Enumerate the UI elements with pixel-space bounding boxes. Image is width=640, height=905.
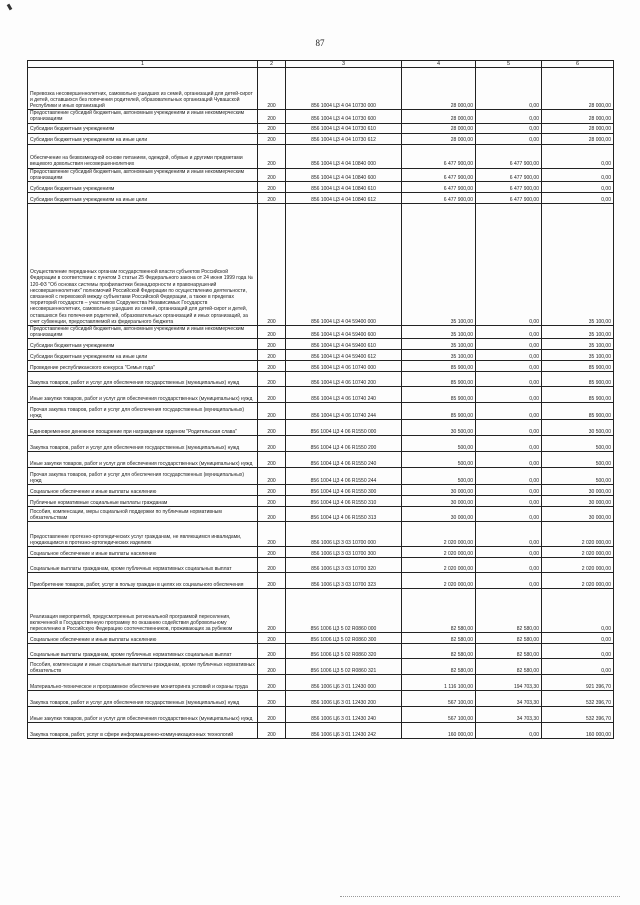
row-value-cell: 0,00 [476, 485, 542, 496]
row-kbk-cell: 856 1004 Ц3 4 04 10730 600 [286, 110, 402, 123]
row-value-cell: 82 580,00 [402, 659, 476, 675]
row-kbk-cell: 856 1004 Ц3 4 04 10840 610 [286, 182, 402, 193]
row-value-cell: 34 703,30 [476, 691, 542, 707]
scan-edge-noise [340, 896, 620, 899]
row-name-cell: Закупка товаров, работ и услуг для обеспечения государственных (муниципальных) нужд [28, 691, 258, 707]
row-name-cell: Субсидии бюджетным учреждениям на иные цели [28, 350, 258, 361]
row-value-cell: 85 900,00 [402, 372, 476, 387]
row-kbk-cell: 856 1004 Ц3 4 04 10730 612 [286, 133, 402, 144]
row-kbk-cell: 856 1004 Ц3 4 06 R1550 200 [286, 436, 402, 452]
row-kbk-cell: 856 1004 Ц3 4 04 59400 610 [286, 339, 402, 350]
row-value-cell: 2 020 000,00 [542, 522, 614, 547]
row-value-cell: 30 000,00 [402, 496, 476, 507]
row-name-cell: Прочая закупка товаров, работ и услуг для обеспечения государственных (муниципальных) нужд [28, 403, 258, 420]
row-value-cell: 85 900,00 [542, 372, 614, 387]
row-value-cell: 82 580,00 [476, 644, 542, 659]
row-name-cell: Социальное обеспечение и иные выплаты населению [28, 547, 258, 558]
row-name-cell: Предоставление субсидий бюджетным, автономным учреждениям и иным некоммерческим организациям [28, 110, 258, 123]
row-value-cell: 0,00 [476, 123, 542, 133]
row-kbk-cell: 856 1004 Ц3 4 04 10730 610 [286, 123, 402, 133]
row-value-cell: 30 000,00 [542, 507, 614, 522]
row-code-cell: 200 [258, 547, 286, 558]
row-value-cell: 0,00 [476, 420, 542, 436]
row-name-cell: Пособия, компенсации и иные социальные выплаты гражданам, кроме публичных нормативных обязательств [28, 659, 258, 675]
row-value-cell: 30 000,00 [402, 507, 476, 522]
row-code-cell: 200 [258, 452, 286, 468]
row-value-cell: 0,00 [476, 558, 542, 573]
row-name-cell: Единовременное денежное поощрение при награждении орденом "Родительская слава" [28, 420, 258, 436]
row-value-cell: 35 100,00 [542, 326, 614, 339]
row-code-cell: 200 [258, 182, 286, 193]
table-row [28, 723, 614, 739]
row-kbk-cell: 856 1004 Ц3 4 06 R1550 000 [286, 420, 402, 436]
row-kbk-cell: 856 1004 Ц3 4 04 10730 000 [286, 68, 402, 110]
row-kbk-cell: 856 1004 Ц3 4 06 R1550 313 [286, 507, 402, 522]
row-name-cell: Иные закупки товаров, работ и услуг для обеспечения государственных (муниципальных) нужд [28, 707, 258, 723]
row-name-cell: Субсидии бюджетным учреждениям [28, 339, 258, 350]
row-value-cell: 35 100,00 [542, 204, 614, 326]
row-code-cell: 200 [258, 659, 286, 675]
row-value-cell: 500,00 [402, 436, 476, 452]
row-value-cell: 567 100,00 [402, 707, 476, 723]
column-header: 5 [476, 61, 542, 68]
row-name-cell: Социальные выплаты гражданам, кроме публичных нормативных социальных выплат [28, 644, 258, 659]
row-code-cell: 200 [258, 589, 286, 633]
row-code-cell: 200 [258, 339, 286, 350]
row-value-cell: 34 703,30 [476, 707, 542, 723]
column-header: 1 [28, 61, 258, 68]
table-row [28, 675, 614, 691]
row-code-cell: 200 [258, 485, 286, 496]
row-value-cell: 532 396,70 [542, 707, 614, 723]
row-value-cell: 0,00 [476, 573, 542, 589]
row-kbk-cell: 856 1006 Ц6 3 01 12430 242 [286, 723, 402, 739]
table-row [28, 350, 614, 361]
row-code-cell: 200 [258, 644, 286, 659]
row-value-cell: 30 000,00 [402, 485, 476, 496]
row-value-cell: 82 580,00 [476, 633, 542, 644]
row-name-cell: Субсидии бюджетным учреждениям на иные цели [28, 133, 258, 144]
row-name-cell: Социальные выплаты гражданам, кроме публичных нормативных социальных выплат [28, 558, 258, 573]
table-row [28, 168, 614, 181]
row-value-cell: 194 703,30 [476, 675, 542, 691]
row-name-cell: Осуществление переданных органам государственной власти субъектов Российской Федерации в соответствии с пунктом 3 статьи 25 Федерального закона от 24 июня 1999 года № 120-ФЗ "Об основах системы профилактики безнадзорности и правонарушений несовершеннолетних" полномочий Российской Федерации по осуществлению деятельности, связанной с перевозкой между субъектами Российской Федерации, а также в пределах территорий государств – участников Содружества Независимых Государств несовершеннолетних, самовольно ушедших из семей, организаций для детей-сирот и детей, оставшихся без попечения родителей, образовательных организаций и иных организаций, за счет субвенции, предоставляемой из федерального бюджета [28, 204, 258, 326]
row-code-cell: 200 [258, 387, 286, 403]
row-kbk-cell: 856 1006 Ц3 5 02 R0860 300 [286, 633, 402, 644]
row-value-cell: 30 000,00 [542, 496, 614, 507]
row-value-cell: 500,00 [402, 468, 476, 485]
row-value-cell: 0,00 [476, 387, 542, 403]
row-value-cell: 0,00 [476, 361, 542, 372]
row-value-cell: 6 477 900,00 [476, 144, 542, 168]
row-kbk-cell: 856 1004 Ц3 4 06 R1550 244 [286, 468, 402, 485]
table-row [28, 420, 614, 436]
row-name-cell: Предоставление протезно-ортопедических услуг гражданам, не являющимся инвалидами, нуждающимся в протезно-ортопедических изделиях [28, 522, 258, 547]
row-value-cell: 0,00 [476, 496, 542, 507]
row-name-cell: Иные закупки товаров, работ и услуг для обеспечения государственных (муниципальных) нужд [28, 452, 258, 468]
row-kbk-cell: 856 1004 Ц3 4 04 10840 612 [286, 193, 402, 204]
row-name-cell: Иные закупки товаров, работ и услуг для обеспечения государственных (муниципальных) нужд [28, 387, 258, 403]
row-value-cell: 35 100,00 [402, 350, 476, 361]
row-value-cell: 6 477 900,00 [402, 182, 476, 193]
row-value-cell: 28 000,00 [542, 133, 614, 144]
table-row [28, 589, 614, 633]
table-row [28, 182, 614, 193]
row-kbk-cell: 856 1006 Ц6 3 01 12430 200 [286, 691, 402, 707]
row-value-cell: 35 100,00 [402, 204, 476, 326]
row-kbk-cell: 856 1004 Ц3 4 06 10740 240 [286, 387, 402, 403]
row-kbk-cell: 856 1004 Ц3 4 04 10840 000 [286, 144, 402, 168]
row-name-cell: Проведение республиканского конкурса "Семья года" [28, 361, 258, 372]
row-value-cell: 0,00 [542, 633, 614, 644]
row-kbk-cell: 856 1004 Ц3 4 06 10740 200 [286, 372, 402, 387]
row-value-cell: 0,00 [542, 589, 614, 633]
row-code-cell: 200 [258, 110, 286, 123]
row-value-cell: 0,00 [476, 350, 542, 361]
table-row [28, 691, 614, 707]
table-row [28, 659, 614, 675]
row-value-cell: 0,00 [542, 644, 614, 659]
row-value-cell: 28 000,00 [402, 110, 476, 123]
row-kbk-cell: 856 1004 Ц3 4 04 59400 612 [286, 350, 402, 361]
row-value-cell: 1 116 100,00 [402, 675, 476, 691]
row-name-cell: Материально-техническое и программное обеспечение мониторинга условий и охраны труда [28, 675, 258, 691]
row-name-cell: Субсидии бюджетным учреждениям [28, 182, 258, 193]
row-value-cell: 85 900,00 [402, 387, 476, 403]
row-value-cell: 0,00 [476, 204, 542, 326]
table-row [28, 707, 614, 723]
row-kbk-cell: 856 1004 Ц3 4 06 R1550 310 [286, 496, 402, 507]
row-name-cell: Субсидии бюджетным учреждениям [28, 123, 258, 133]
row-value-cell: 0,00 [476, 68, 542, 110]
row-value-cell: 0,00 [476, 452, 542, 468]
row-code-cell: 200 [258, 675, 286, 691]
row-code-cell: 200 [258, 723, 286, 739]
table-row [28, 339, 614, 350]
row-name-cell: Предоставление субсидий бюджетным, автономным учреждениям и иным некоммерческим организациям [28, 326, 258, 339]
row-value-cell: 500,00 [542, 468, 614, 485]
row-kbk-cell: 856 1004 Ц3 4 04 10840 600 [286, 168, 402, 181]
row-kbk-cell: 856 1006 Ц3 3 03 10700 300 [286, 547, 402, 558]
table-row [28, 403, 614, 420]
table-header-row [28, 61, 614, 68]
row-value-cell: 28 000,00 [402, 133, 476, 144]
row-value-cell: 0,00 [476, 372, 542, 387]
row-value-cell: 82 580,00 [402, 633, 476, 644]
table-row [28, 633, 614, 644]
row-kbk-cell: 856 1006 Ц3 3 03 10700 323 [286, 573, 402, 589]
row-code-cell: 200 [258, 168, 286, 181]
row-value-cell: 0,00 [476, 326, 542, 339]
row-value-cell: 500,00 [402, 452, 476, 468]
row-code-cell: 200 [258, 633, 286, 644]
row-kbk-cell: 856 1004 Ц3 4 06 R1550 300 [286, 485, 402, 496]
row-value-cell: 0,00 [476, 339, 542, 350]
row-value-cell: 2 020 000,00 [402, 547, 476, 558]
row-code-cell: 200 [258, 496, 286, 507]
row-value-cell: 30 500,00 [402, 420, 476, 436]
row-kbk-cell: 856 1006 Ц3 3 03 10700 320 [286, 558, 402, 573]
row-value-cell: 28 000,00 [402, 123, 476, 133]
row-kbk-cell: 856 1004 Ц3 4 06 10740 000 [286, 361, 402, 372]
row-name-cell: Приобретение товаров, работ, услуг в пользу граждан в целях их социального обеспечения [28, 573, 258, 589]
row-name-cell: Предоставление субсидий бюджетным, автономным учреждениям и иным некоммерческим организациям [28, 168, 258, 181]
row-value-cell: 85 900,00 [542, 361, 614, 372]
row-code-cell: 200 [258, 372, 286, 387]
row-name-cell: Закупка товаров, работ и услуг для обеспечения государственных (муниципальных) нужд [28, 436, 258, 452]
table-row [28, 522, 614, 547]
row-value-cell: 0,00 [476, 110, 542, 123]
row-code-cell: 200 [258, 350, 286, 361]
table-row [28, 436, 614, 452]
row-value-cell: 0,00 [542, 168, 614, 181]
row-code-cell: 200 [258, 204, 286, 326]
row-value-cell: 500,00 [542, 436, 614, 452]
row-code-cell: 200 [258, 144, 286, 168]
table-row [28, 361, 614, 372]
row-value-cell: 0,00 [476, 507, 542, 522]
row-value-cell: 567 100,00 [402, 691, 476, 707]
row-kbk-cell: 856 1006 Ц3 5 02 R0860 000 [286, 589, 402, 633]
row-code-cell: 200 [258, 707, 286, 723]
row-code-cell: 200 [258, 507, 286, 522]
table-row [28, 485, 614, 496]
table-row [28, 468, 614, 485]
row-code-cell: 200 [258, 468, 286, 485]
row-kbk-cell: 856 1006 Ц3 5 02 R0860 320 [286, 644, 402, 659]
row-value-cell: 85 900,00 [542, 387, 614, 403]
row-code-cell: 200 [258, 403, 286, 420]
table-row [28, 123, 614, 133]
row-kbk-cell: 856 1006 Ц3 3 03 10700 000 [286, 522, 402, 547]
table-row [28, 144, 614, 168]
table-row [28, 110, 614, 123]
row-code-cell: 200 [258, 436, 286, 452]
row-value-cell: 82 580,00 [402, 644, 476, 659]
row-value-cell: 0,00 [476, 403, 542, 420]
row-kbk-cell: 856 1006 Ц6 3 01 12430 240 [286, 707, 402, 723]
row-code-cell: 200 [258, 573, 286, 589]
table-row [28, 133, 614, 144]
row-value-cell: 28 000,00 [542, 110, 614, 123]
row-code-cell: 200 [258, 193, 286, 204]
row-kbk-cell: 856 1006 Ц3 5 02 R0860 321 [286, 659, 402, 675]
column-header: 4 [402, 61, 476, 68]
row-name-cell: Прочая закупка товаров, работ и услуг для обеспечения государственных (муниципальных) нужд [28, 468, 258, 485]
row-value-cell: 82 580,00 [402, 589, 476, 633]
row-value-cell: 0,00 [476, 436, 542, 452]
row-value-cell: 0,00 [476, 468, 542, 485]
row-kbk-cell: 856 1004 Ц3 4 06 10740 244 [286, 403, 402, 420]
row-code-cell: 200 [258, 361, 286, 372]
row-value-cell: 28 000,00 [542, 68, 614, 110]
column-header: 3 [286, 61, 402, 68]
table-row [28, 558, 614, 573]
row-value-cell: 2 020 000,00 [542, 547, 614, 558]
budget-table [27, 60, 614, 739]
row-value-cell: 35 100,00 [542, 350, 614, 361]
row-code-cell: 200 [258, 123, 286, 133]
row-value-cell: 82 580,00 [476, 659, 542, 675]
table-row [28, 496, 614, 507]
table-row [28, 193, 614, 204]
row-value-cell: 6 477 900,00 [402, 144, 476, 168]
row-name-cell: Закупка товаров, работ и услуг для обеспечения государственных (муниципальных) нужд [28, 372, 258, 387]
table-row [28, 452, 614, 468]
row-value-cell: 500,00 [542, 452, 614, 468]
row-value-cell: 0,00 [476, 522, 542, 547]
table-row [28, 68, 614, 110]
row-value-cell: 0,00 [542, 182, 614, 193]
row-value-cell: 0,00 [542, 144, 614, 168]
row-code-cell: 200 [258, 420, 286, 436]
row-code-cell: 200 [258, 68, 286, 110]
row-name-cell: Публичные нормативные социальные выплаты гражданам [28, 496, 258, 507]
row-code-cell: 200 [258, 326, 286, 339]
column-header: 2 [258, 61, 286, 68]
scan-mark [7, 4, 13, 11]
row-kbk-cell: 856 1004 Ц3 4 04 59400 600 [286, 326, 402, 339]
row-value-cell: 30 000,00 [542, 485, 614, 496]
row-value-cell: 532 396,70 [542, 691, 614, 707]
row-value-cell: 6 477 900,00 [402, 193, 476, 204]
row-value-cell: 6 477 900,00 [476, 168, 542, 181]
row-code-cell: 200 [258, 558, 286, 573]
row-value-cell: 160 000,00 [542, 723, 614, 739]
row-name-cell: Закупка товаров, работ, услуг в сфере информационно-коммуникационных технологий [28, 723, 258, 739]
row-value-cell: 35 100,00 [542, 339, 614, 350]
row-value-cell: 2 020 000,00 [542, 573, 614, 589]
row-name-cell: Субсидии бюджетным учреждениям на иные цели [28, 193, 258, 204]
row-value-cell: 6 477 900,00 [402, 168, 476, 181]
table-row [28, 326, 614, 339]
row-value-cell: 0,00 [476, 133, 542, 144]
row-value-cell: 2 020 000,00 [402, 573, 476, 589]
row-kbk-cell: 856 1004 Ц3 4 06 R1550 240 [286, 452, 402, 468]
row-kbk-cell: 856 1004 Ц3 4 04 59400 000 [286, 204, 402, 326]
row-value-cell: 85 900,00 [402, 403, 476, 420]
row-value-cell: 0,00 [476, 547, 542, 558]
row-value-cell: 85 900,00 [542, 403, 614, 420]
row-value-cell: 85 900,00 [402, 361, 476, 372]
row-name-cell: Пособия, компенсации, меры социальной поддержки по публичным нормативным обязательствам [28, 507, 258, 522]
page-number: 87 [315, 38, 325, 48]
row-name-cell: Социальное обеспечение и иные выплаты населению [28, 633, 258, 644]
row-value-cell: 2 020 000,00 [402, 558, 476, 573]
row-name-cell: Реализация мероприятий, предусмотренных региональной программой переселения, включенной в Государственную программу по оказанию содействия добровольному переселению в Российскую Федерацию соотечественников, проживающих за рубежом [28, 589, 258, 633]
table-row [28, 573, 614, 589]
row-name-cell: Социальное обеспечение и иные выплаты населению [28, 485, 258, 496]
row-value-cell: 30 500,00 [542, 420, 614, 436]
row-name-cell: Обеспечение на безвозмездной основе питанием, одеждой, обувью и другими предметами вещевого довольствия несовершеннолетних [28, 144, 258, 168]
row-value-cell: 0,00 [476, 723, 542, 739]
row-value-cell: 82 580,00 [476, 589, 542, 633]
row-code-cell: 200 [258, 691, 286, 707]
row-value-cell: 0,00 [542, 193, 614, 204]
row-value-cell: 0,00 [542, 659, 614, 675]
row-value-cell: 6 477 900,00 [476, 182, 542, 193]
row-value-cell: 921 396,70 [542, 675, 614, 691]
row-code-cell: 200 [258, 522, 286, 547]
table-row [28, 507, 614, 522]
table-row [28, 372, 614, 387]
row-name-cell: Перевозка несовершеннолетних, самовольно ушедших из семей, организаций для детей-сирот и детей, оставшихся без попечения родителей, образовательных организаций Чувашской Республики и иных организаций [28, 68, 258, 110]
table-row [28, 644, 614, 659]
row-value-cell: 35 100,00 [402, 326, 476, 339]
row-value-cell: 35 100,00 [402, 339, 476, 350]
row-value-cell: 6 477 900,00 [476, 193, 542, 204]
row-value-cell: 2 020 000,00 [542, 558, 614, 573]
row-value-cell: 28 000,00 [542, 123, 614, 133]
column-header: 6 [542, 61, 614, 68]
row-code-cell: 200 [258, 133, 286, 144]
row-value-cell: 2 020 000,00 [402, 522, 476, 547]
table-row [28, 204, 614, 326]
row-value-cell: 160 000,00 [402, 723, 476, 739]
table-row [28, 387, 614, 403]
table-row [28, 547, 614, 558]
row-value-cell: 28 000,00 [402, 68, 476, 110]
row-kbk-cell: 856 1006 Ц6 3 01 12430 000 [286, 675, 402, 691]
